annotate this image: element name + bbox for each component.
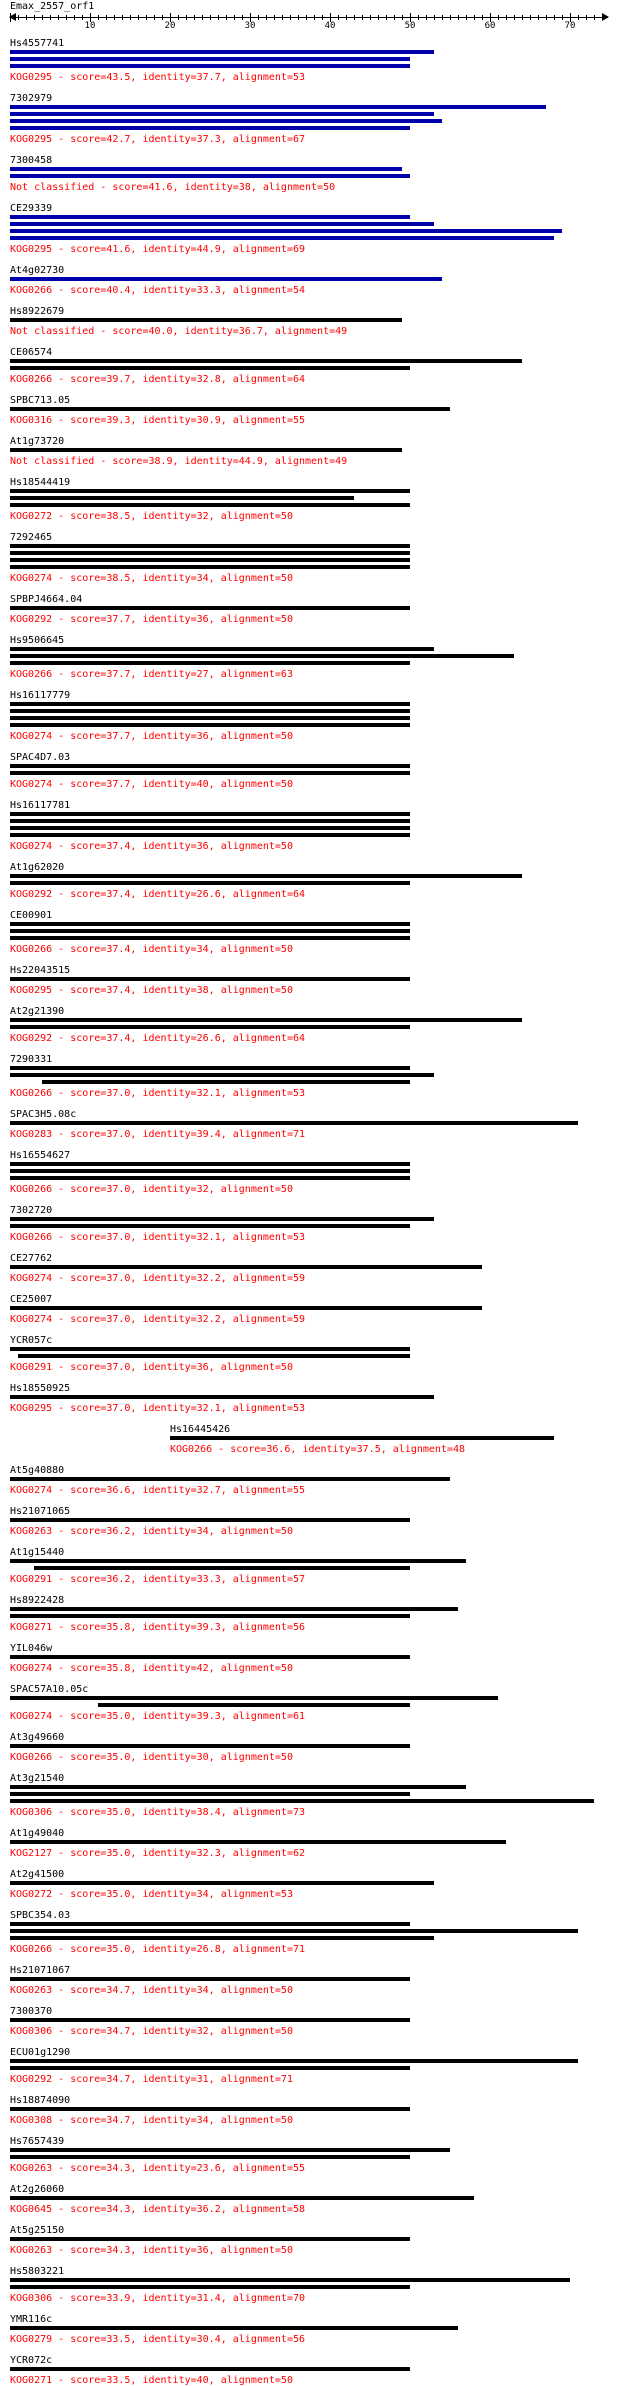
axis-minor-tick xyxy=(594,15,595,20)
axis-minor-tick xyxy=(82,15,83,20)
axis-minor-tick xyxy=(146,15,147,20)
hit-classification: KOG0263 - score=36.2, identity=34, alignment=50 xyxy=(10,1526,293,1537)
alignment-bar xyxy=(10,2066,410,2070)
hit-name[interactable]: Hs7657439 xyxy=(10,2136,65,2147)
hit-name[interactable]: CE25007 xyxy=(10,1294,53,1305)
alignment-bar xyxy=(10,977,410,981)
alignment-bar xyxy=(10,1073,434,1077)
alignment-bar xyxy=(10,1347,410,1351)
axis-minor-tick xyxy=(314,15,315,20)
hit-classification: KOG0295 - score=37.0, identity=32.1, alignment=53 xyxy=(10,1403,306,1414)
hit-name[interactable]: SPAC57A10.05c xyxy=(10,1684,89,1695)
hit-classification: KOG0266 - score=35.0, identity=26.8, alignment=71 xyxy=(10,1944,306,1955)
axis-tick-label: 20 xyxy=(164,21,176,31)
axis-minor-tick xyxy=(42,15,43,20)
hit-name[interactable]: Hs21071065 xyxy=(10,1506,71,1517)
alignment-bar xyxy=(10,1614,410,1618)
hit-classification: KOG0306 - score=35.0, identity=38.4, alignment=73 xyxy=(10,1807,306,1818)
alignment-bar xyxy=(10,723,410,727)
hit-classification: KOG0266 - score=40.4, identity=33.3, alignment=54 xyxy=(10,285,306,296)
hit-classification: KOG0292 - score=37.7, identity=36, alignment=50 xyxy=(10,614,293,625)
alignment-bar xyxy=(10,489,410,493)
alignment-bar xyxy=(10,448,402,452)
hit-classification: KOG0274 - score=37.0, identity=32.2, alignment=59 xyxy=(10,1273,306,1284)
hit-name[interactable]: CE00901 xyxy=(10,910,53,921)
hit-name[interactable]: YIL046w xyxy=(10,1643,53,1654)
alignment-bar xyxy=(10,929,410,933)
hit-classification: KOG0306 - score=34.7, identity=32, alignment=50 xyxy=(10,2026,293,2037)
alignment-bar xyxy=(10,2155,410,2159)
axis-minor-tick xyxy=(450,15,451,20)
axis-minor-tick xyxy=(186,15,187,20)
hit-name[interactable]: 7302720 xyxy=(10,1205,53,1216)
hit-name[interactable]: Hs16117779 xyxy=(10,690,71,701)
axis-line xyxy=(10,17,608,18)
hit-classification: KOG0308 - score=34.7, identity=34, alignment=50 xyxy=(10,2115,293,2126)
alignment-bar xyxy=(10,1792,410,1796)
axis-minor-tick xyxy=(66,15,67,20)
axis-minor-tick xyxy=(578,15,579,20)
alignment-bar xyxy=(10,709,410,713)
axis-minor-tick xyxy=(154,15,155,20)
hit-name[interactable]: 7292465 xyxy=(10,532,53,543)
hit-name[interactable]: YCR057c xyxy=(10,1335,53,1346)
alignment-bar xyxy=(10,1025,410,1029)
hit-classification: KOG2127 - score=35.0, identity=32.3, alignment=62 xyxy=(10,1848,306,1859)
axis-minor-tick xyxy=(554,15,555,20)
alignment-bar xyxy=(10,764,410,768)
hit-name[interactable]: Hs16117781 xyxy=(10,800,71,811)
axis-minor-tick xyxy=(178,15,179,20)
alignment-bar xyxy=(10,318,402,322)
alignment-bar xyxy=(10,1217,434,1221)
axis-minor-tick xyxy=(522,15,523,20)
hit-classification: KOG0263 - score=34.3, identity=23.6, alignment=55 xyxy=(10,2163,306,2174)
hit-name[interactable]: At2g26060 xyxy=(10,2184,65,2195)
alignment-bar xyxy=(10,50,434,54)
axis-minor-tick xyxy=(466,15,467,20)
hit-name[interactable]: At2g41500 xyxy=(10,1869,65,1880)
axis-minor-tick xyxy=(234,15,235,20)
hit-name[interactable]: 7300458 xyxy=(10,155,53,166)
hit-name[interactable]: CE29339 xyxy=(10,203,53,214)
alignment-bar xyxy=(10,1265,482,1269)
axis-minor-tick xyxy=(458,15,459,20)
alignment-bar xyxy=(10,647,434,651)
alignment-bar xyxy=(10,1655,410,1659)
hit-classification: KOG0266 - score=39.7, identity=32.8, alignment=64 xyxy=(10,374,306,385)
axis-minor-tick xyxy=(530,15,531,20)
hit-classification: KOG0263 - score=34.7, identity=34, alignment=50 xyxy=(10,1985,293,1996)
alignment-bar xyxy=(10,1840,506,1844)
alignment-bar xyxy=(10,2326,458,2330)
axis-minor-tick xyxy=(130,15,131,20)
axis-minor-tick xyxy=(26,15,27,20)
axis-minor-tick xyxy=(378,15,379,20)
alignment-bar xyxy=(10,1744,410,1748)
axis-minor-tick xyxy=(562,15,563,20)
alignment-bar xyxy=(10,496,354,500)
hit-classification: KOG0271 - score=35.8, identity=39.3, alignment=56 xyxy=(10,1622,306,1633)
axis-minor-tick xyxy=(514,15,515,20)
alignment-bar xyxy=(10,2107,410,2111)
alignment-bar xyxy=(10,558,410,562)
hit-classification: KOG0274 - score=38.5, identity=34, alignment=50 xyxy=(10,573,293,584)
hit-name[interactable]: At3g21540 xyxy=(10,1773,65,1784)
hit-name[interactable]: SPAC4D7.03 xyxy=(10,752,71,763)
hit-classification: KOG0274 - score=35.0, identity=39.3, alignment=61 xyxy=(10,1711,306,1722)
hit-name[interactable]: SPBC354.03 xyxy=(10,1910,71,1921)
hit-classification: KOG0295 - score=41.6, identity=44.9, alignment=69 xyxy=(10,244,306,255)
alignment-bar xyxy=(10,2285,410,2289)
hit-classification: Not classified - score=40.0, identity=36.7, alignment=49 xyxy=(10,326,348,337)
hit-name[interactable]: Hs9506645 xyxy=(10,635,65,646)
axis-minor-tick xyxy=(266,15,267,20)
alignment-bar xyxy=(10,2196,474,2200)
hit-classification: KOG0292 - score=37.4, identity=26.6, alignment=64 xyxy=(10,1033,306,1044)
alignment-bar xyxy=(10,1929,578,1933)
axis-minor-tick xyxy=(322,15,323,20)
alignment-bar xyxy=(10,654,514,658)
hit-name[interactable]: Hs4557741 xyxy=(10,38,65,49)
hit-name[interactable]: At1g49040 xyxy=(10,1828,65,1839)
alignment-bar xyxy=(10,936,410,940)
hit-classification: KOG0271 - score=33.5, identity=40, alignment=50 xyxy=(10,2375,293,2386)
alignment-bar xyxy=(10,1607,458,1611)
axis-minor-tick xyxy=(338,15,339,20)
hit-classification: KOG0266 - score=35.0, identity=30, alignment=50 xyxy=(10,1752,293,1763)
axis-minor-tick xyxy=(242,15,243,20)
axis-minor-tick xyxy=(402,15,403,20)
alignment-bar xyxy=(10,874,522,878)
alignment-bar xyxy=(10,1224,410,1228)
hit-name[interactable]: At1g73720 xyxy=(10,436,65,447)
axis-minor-tick xyxy=(386,15,387,20)
alignment-bar xyxy=(10,112,434,116)
alignment-bar xyxy=(10,716,410,720)
alignment-bar xyxy=(10,1785,466,1789)
hit-classification: KOG0295 - score=42.7, identity=37.3, alignment=67 xyxy=(10,134,306,145)
axis-minor-tick xyxy=(370,15,371,20)
hit-name[interactable]: Hs8922428 xyxy=(10,1595,65,1606)
axis-minor-tick xyxy=(442,15,443,20)
alignment-bar xyxy=(10,565,410,569)
alignment-bar xyxy=(10,366,410,370)
axis-minor-tick xyxy=(586,15,587,20)
axis-minor-tick xyxy=(298,15,299,20)
axis-minor-tick xyxy=(210,15,211,20)
hit-name[interactable]: Hs16554627 xyxy=(10,1150,71,1161)
alignment-bar xyxy=(10,1559,466,1563)
axis-minor-tick xyxy=(426,15,427,20)
axis-minor-tick xyxy=(258,15,259,20)
alignment-bar xyxy=(10,1395,434,1399)
alignment-bar xyxy=(10,1799,594,1803)
alignment-bar xyxy=(10,119,442,123)
hit-classification: KOG0295 - score=43.5, identity=37.7, alignment=53 xyxy=(10,72,306,83)
hit-classification: Not classified - score=41.6, identity=38, alignment=50 xyxy=(10,182,336,193)
hit-classification: KOG0645 - score=34.3, identity=36.2, alignment=58 xyxy=(10,2204,306,2215)
alignment-bar xyxy=(10,819,410,823)
alignment-bar xyxy=(10,833,410,837)
alignment-bar xyxy=(10,1306,482,1310)
axis-minor-tick xyxy=(50,15,51,20)
alignment-bar xyxy=(10,359,522,363)
axis-minor-tick xyxy=(306,15,307,20)
alignment-bar xyxy=(10,1696,498,1700)
alignment-bar xyxy=(10,2059,578,2063)
hit-classification: KOG0274 - score=36.6, identity=32.7, alignment=55 xyxy=(10,1485,306,1496)
hit-name[interactable]: At5g40880 xyxy=(10,1465,65,1476)
alignment-bar xyxy=(10,922,410,926)
alignment-bar xyxy=(18,1354,410,1358)
hit-classification: KOG0266 - score=37.0, identity=32, alignment=50 xyxy=(10,1184,293,1195)
hit-name[interactable]: 7300370 xyxy=(10,2006,53,2017)
hit-name[interactable]: At3g49660 xyxy=(10,1732,65,1743)
alignment-bar xyxy=(10,1477,450,1481)
hit-name[interactable]: 7302979 xyxy=(10,93,53,104)
hit-classification: KOG0306 - score=33.9, identity=31.4, alignment=70 xyxy=(10,2293,306,2304)
alignment-bar xyxy=(10,826,410,830)
alignment-bar xyxy=(10,1176,410,1180)
alignment-bar xyxy=(170,1436,554,1440)
alignment-bar xyxy=(10,1518,410,1522)
axis-minor-tick xyxy=(162,15,163,20)
axis-minor-tick xyxy=(362,15,363,20)
alignment-bar xyxy=(10,167,402,171)
alignment-bar xyxy=(10,661,410,665)
axis-minor-tick xyxy=(290,15,291,20)
alignment-bar xyxy=(10,1881,434,1885)
hit-name[interactable]: SPAC3H5.08c xyxy=(10,1109,77,1120)
alignment-bar xyxy=(10,236,554,240)
alignment-bar xyxy=(10,2148,450,2152)
alignment-bar xyxy=(10,222,434,226)
alignment-bar xyxy=(10,64,410,68)
axis-minor-tick xyxy=(474,15,475,20)
hit-name[interactable]: At4g02730 xyxy=(10,265,65,276)
axis-minor-tick xyxy=(498,15,499,20)
axis-tick-label: 10 xyxy=(84,21,96,31)
hit-classification: KOG0274 - score=35.8, identity=42, alignment=50 xyxy=(10,1663,293,1674)
alignment-bar xyxy=(10,503,410,507)
hit-classification: KOG0292 - score=34.7, identity=31, alignment=71 xyxy=(10,2074,293,2085)
axis-minor-tick xyxy=(122,15,123,20)
hit-name[interactable]: CE27762 xyxy=(10,1253,53,1264)
hit-name[interactable]: At5g25150 xyxy=(10,2225,65,2236)
axis-minor-tick xyxy=(346,15,347,20)
hit-classification: KOG0266 - score=37.0, identity=32.1, alignment=53 xyxy=(10,1088,306,1099)
axis-minor-tick xyxy=(482,15,483,20)
alignment-bar xyxy=(42,1080,410,1084)
axis-minor-tick xyxy=(34,15,35,20)
hit-name[interactable]: Hs8922679 xyxy=(10,306,65,317)
alignment-bar xyxy=(10,771,410,775)
axis-minor-tick xyxy=(226,15,227,20)
alignment-bar xyxy=(10,1936,434,1940)
alignment-bar xyxy=(10,126,410,130)
axis-minor-tick xyxy=(282,15,283,20)
axis-minor-tick xyxy=(98,15,99,20)
hit-name[interactable]: SPBPJ4664.04 xyxy=(10,594,83,605)
axis-minor-tick xyxy=(202,15,203,20)
hit-classification: Not classified - score=38.9, identity=44.9, alignment=49 xyxy=(10,456,348,467)
hit-name[interactable]: At2g21390 xyxy=(10,1006,65,1017)
axis-minor-tick xyxy=(58,15,59,20)
axis-tick-label: 40 xyxy=(324,21,336,31)
alignment-bar xyxy=(10,2367,410,2371)
hit-classification: KOG0279 - score=33.5, identity=30.4, alignment=56 xyxy=(10,2334,306,2345)
hit-classification: KOG0274 - score=37.0, identity=32.2, alignment=59 xyxy=(10,1314,306,1325)
hit-name[interactable]: YMR116c xyxy=(10,2314,53,2325)
alignment-bar xyxy=(10,229,562,233)
alignment-bar xyxy=(10,1162,410,1166)
hit-name[interactable]: At1g15440 xyxy=(10,1547,65,1558)
hit-classification: KOG0291 - score=36.2, identity=33.3, alignment=57 xyxy=(10,1574,306,1585)
axis-minor-tick xyxy=(602,15,603,20)
hit-name[interactable]: At1g62020 xyxy=(10,862,65,873)
hit-classification: KOG0292 - score=37.4, identity=26.6, alignment=64 xyxy=(10,889,306,900)
hit-name[interactable]: Hs21071067 xyxy=(10,1965,71,1976)
axis-minor-tick xyxy=(354,15,355,20)
hit-classification: KOG0266 - score=37.7, identity=27, alignment=63 xyxy=(10,669,293,680)
alignment-bar xyxy=(98,1703,410,1707)
axis-minor-tick xyxy=(394,15,395,20)
hit-classification: KOG0274 - score=37.7, identity=40, alignment=50 xyxy=(10,779,293,790)
hit-name[interactable]: YCR072c xyxy=(10,2355,53,2366)
alignment-bar xyxy=(10,1922,410,1926)
axis-minor-tick xyxy=(106,15,107,20)
hit-classification: KOG0272 - score=38.5, identity=32, alignment=50 xyxy=(10,511,293,522)
alignment-bar xyxy=(10,57,410,61)
hit-classification: KOG0274 - score=37.7, identity=36, alignment=50 xyxy=(10,731,293,742)
hit-classification: KOG0283 - score=37.0, identity=39.4, alignment=71 xyxy=(10,1129,306,1140)
alignment-bar xyxy=(10,2278,570,2282)
hit-classification: KOG0266 - score=37.4, identity=34, alignment=50 xyxy=(10,944,293,955)
alignment-bar xyxy=(10,2018,410,2022)
alignment-bar xyxy=(10,1121,578,1125)
alignment-bar xyxy=(34,1566,410,1570)
hit-classification: KOG0316 - score=39.3, identity=30.9, alignment=55 xyxy=(10,415,306,426)
hit-name[interactable]: Hs18874090 xyxy=(10,2095,71,2106)
axis-tick-label: 30 xyxy=(244,21,256,31)
hit-classification: KOG0274 - score=37.4, identity=36, alignment=50 xyxy=(10,841,293,852)
axis-minor-tick xyxy=(194,15,195,20)
hit-name[interactable]: Hs22043515 xyxy=(10,965,71,976)
alignment-bar xyxy=(10,812,410,816)
alignment-bar xyxy=(10,544,410,548)
alignment-bar xyxy=(10,1169,410,1173)
query-title: Emax_2557_orf1 xyxy=(10,1,95,12)
alignment-bar xyxy=(10,1066,410,1070)
hit-classification: KOG0263 - score=34.3, identity=36, alignment=50 xyxy=(10,2245,293,2256)
hit-name[interactable]: Hs18550925 xyxy=(10,1383,71,1394)
hit-name[interactable]: SPBC713.05 xyxy=(10,395,71,406)
axis-minor-tick xyxy=(274,15,275,20)
axis-tick-label: 70 xyxy=(564,21,576,31)
axis-minor-tick xyxy=(74,15,75,20)
axis-minor-tick xyxy=(506,15,507,20)
alignment-bar xyxy=(10,1977,410,1981)
alignment-bar xyxy=(10,277,442,281)
axis-minor-tick xyxy=(114,15,115,20)
alignment-bar xyxy=(10,881,410,885)
hit-name[interactable]: ECU01g1290 xyxy=(10,2047,71,2058)
alignment-bar xyxy=(10,1018,522,1022)
hit-name[interactable]: CE06574 xyxy=(10,347,53,358)
axis-minor-tick xyxy=(10,13,11,22)
hit-name[interactable]: Hs5803221 xyxy=(10,2266,65,2277)
axis-minor-tick xyxy=(18,15,19,20)
axis-tick-label: 50 xyxy=(404,21,416,31)
axis-minor-tick xyxy=(138,15,139,20)
alignment-bar xyxy=(10,215,410,219)
hit-name[interactable]: 7290331 xyxy=(10,1054,53,1065)
hit-classification: KOG0291 - score=37.0, identity=36, alignment=50 xyxy=(10,1362,293,1373)
axis-tick-label: 60 xyxy=(484,21,496,31)
hit-name[interactable]: Hs16445426 xyxy=(170,1424,231,1435)
axis-minor-tick xyxy=(546,15,547,20)
hit-classification: KOG0272 - score=35.0, identity=34, alignment=53 xyxy=(10,1889,293,1900)
hit-name[interactable]: Hs18544419 xyxy=(10,477,71,488)
axis-minor-tick xyxy=(434,15,435,20)
alignment-bar xyxy=(10,551,410,555)
alignment-bar xyxy=(10,174,410,178)
alignment-bar xyxy=(10,606,410,610)
alignment-bar xyxy=(10,2237,410,2241)
axis-minor-tick xyxy=(218,15,219,20)
hit-classification: KOG0266 - score=37.0, identity=32.1, alignment=53 xyxy=(10,1232,306,1243)
alignment-bar xyxy=(10,702,410,706)
hit-classification: KOG0295 - score=37.4, identity=38, alignment=50 xyxy=(10,985,293,996)
alignment-bar xyxy=(10,407,450,411)
axis-minor-tick xyxy=(538,15,539,20)
alignment-bar xyxy=(10,105,546,109)
axis-minor-tick xyxy=(418,15,419,20)
hit-classification: KOG0266 - score=36.6, identity=37.5, alignment=48 xyxy=(170,1444,466,1455)
axis-right-arrow xyxy=(602,13,609,21)
